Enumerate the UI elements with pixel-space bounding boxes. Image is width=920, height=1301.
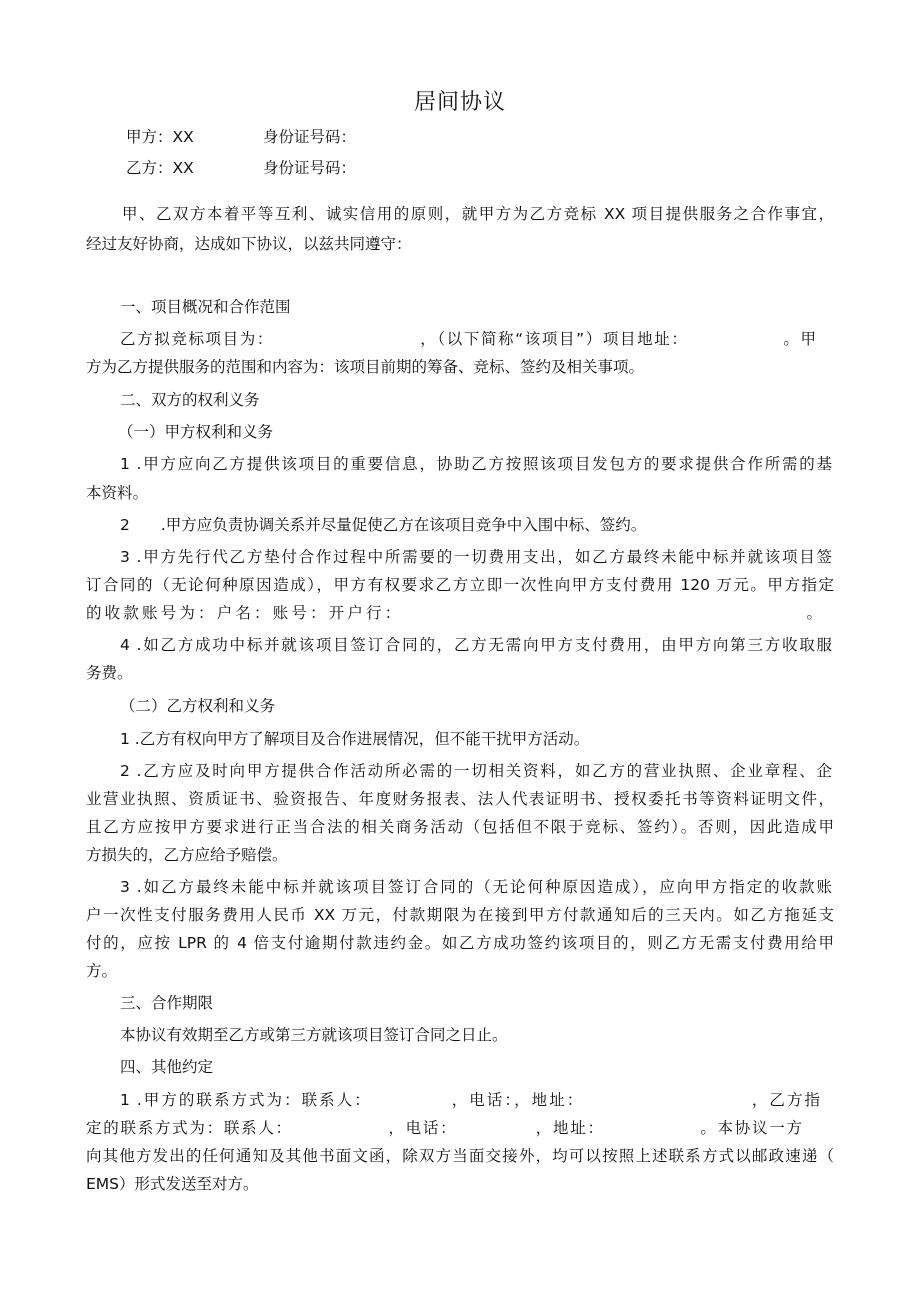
party-a-id-label: 身份证号码： — [263, 128, 357, 146]
clause-b1: 1 .乙方有权向甲方了解项目及合作进展情况，但不能干扰甲方活动。 — [120, 730, 590, 748]
clause-a4-line-2: 务费。 — [86, 664, 133, 682]
party-b-label: 乙方：XX — [126, 159, 194, 177]
clause-a4-line-1: 4 .如乙方成功中标并就该项目签订合同的，乙方无需向甲方支付费用，由甲方向第三方收取服 — [120, 636, 832, 654]
clause-c1-line-4: EMS）形式发送至对方。 — [86, 1175, 259, 1193]
clause-c1-line-3: 向其他方发出的任何通知及其他书面文函，除双方当面交接外，均可以按照上述联系方式以邮政速递（ — [86, 1147, 834, 1165]
clause-b2-line-4: 方损失的，乙方应给予赔偿。 — [86, 846, 288, 864]
clause-a3-line-1: 3 .甲方先行代乙方垫付合作过程中所需要的一切费用支出，如乙方最终未能中标并就该项目签 — [120, 548, 832, 566]
clause-a1-line-2: 本资料。 — [86, 484, 149, 502]
section-2-sub-2: （二）乙方权利和义务 — [120, 697, 276, 715]
clause-c1-line-2: 定的联系方式为：联系人： ，电话： ，地址： 。本协议一方 — [86, 1119, 802, 1137]
party-a-label: 甲方：XX — [126, 128, 194, 146]
clause-c1-line-1: 1 .甲方的联系方式为：联系人： ，电话：，地址： ，乙方指 — [120, 1091, 820, 1109]
clause-b2-line-1: 2 .乙方应及时向甲方提供合作活动所必需的一切相关资料，如乙方的营业执照、企业章程、企 — [120, 762, 832, 780]
clause-b2-line-2: 业营业执照、资质证书、验资报告、年度财务报表、法人代表证明书、授权委托书等资料证明文件， — [86, 790, 834, 808]
clause-b3-line-2: 户一次性支付服务费用人民币 XX 万元，付款期限为在接到甲方付款通知后的三天内。如乙方拖延支 — [86, 906, 834, 924]
section-4-heading: 四、其他约定 — [120, 1058, 214, 1076]
clause-a3-line-2: 订合同的（无论何种原因造成），甲方有权要求乙方立即一次性向甲方支付费用 120 万元。甲方指定 — [86, 576, 834, 594]
section-3-heading: 三、合作期限 — [120, 994, 214, 1012]
party-b-id-label: 身份证号码： — [263, 159, 357, 177]
document-title: 居间协议 — [413, 90, 506, 115]
intro-line-2: 经过友好协商，达成如下协议，以兹共同遵守： — [86, 235, 412, 253]
section-2-sub-1: （一）甲方权利和义务 — [118, 423, 274, 441]
clause-b2-line-3: 且乙方应按甲方要求进行正当合法的相关商务活动（包括但不限于竞标、签约）。否则，因此造成甲 — [86, 818, 834, 836]
section-1-para-line-2: 方为乙方提供服务的范围和内容为：该项目前期的筹备、竞标、签约及相关事项。 — [86, 358, 645, 376]
clause-b3-line-3: 付的，应按 LPR 的 4 倍支付逾期付款违约金。如乙方成功签约该项目的，则乙方无需支付费用给甲 — [86, 934, 834, 952]
section-1-heading: 一、项目概况和合作范围 — [120, 298, 291, 316]
section-1-para-line-1: 乙方拟竞标项目为： ，（以下简称“该项目”）项目地址： 。甲 — [120, 330, 816, 348]
intro-line-1: 甲、乙双方本着平等互利、诚实信用的原则，就甲方为乙方竞标 XX 项目提供服务之合作事宜， — [122, 205, 834, 223]
clause-a3-line-3: 的收款账号为：户名：账号：开户行： 。 — [86, 604, 822, 622]
clause-a1-line-1: 1 .甲方应向乙方提供该项目的重要信息，协助乙方按照该项目发包方的要求提供合作所需的基 — [120, 455, 832, 473]
clause-b3-line-1: 3 .如乙方最终未能中标并就该项目签订合同的（无论何种原因造成），应向甲方指定的收款账 — [120, 878, 832, 896]
clause-a2: 2 .甲方应负责协调关系并尽量促使乙方在该项目竞争中入围中标、签约。 — [120, 516, 647, 534]
section-3-para: 本协议有效期至乙方或第三方就该项目签订合同之日止。 — [120, 1026, 508, 1044]
section-2-heading: 二、双方的权利义务 — [120, 391, 260, 409]
clause-b3-line-4: 方。 — [86, 962, 118, 980]
